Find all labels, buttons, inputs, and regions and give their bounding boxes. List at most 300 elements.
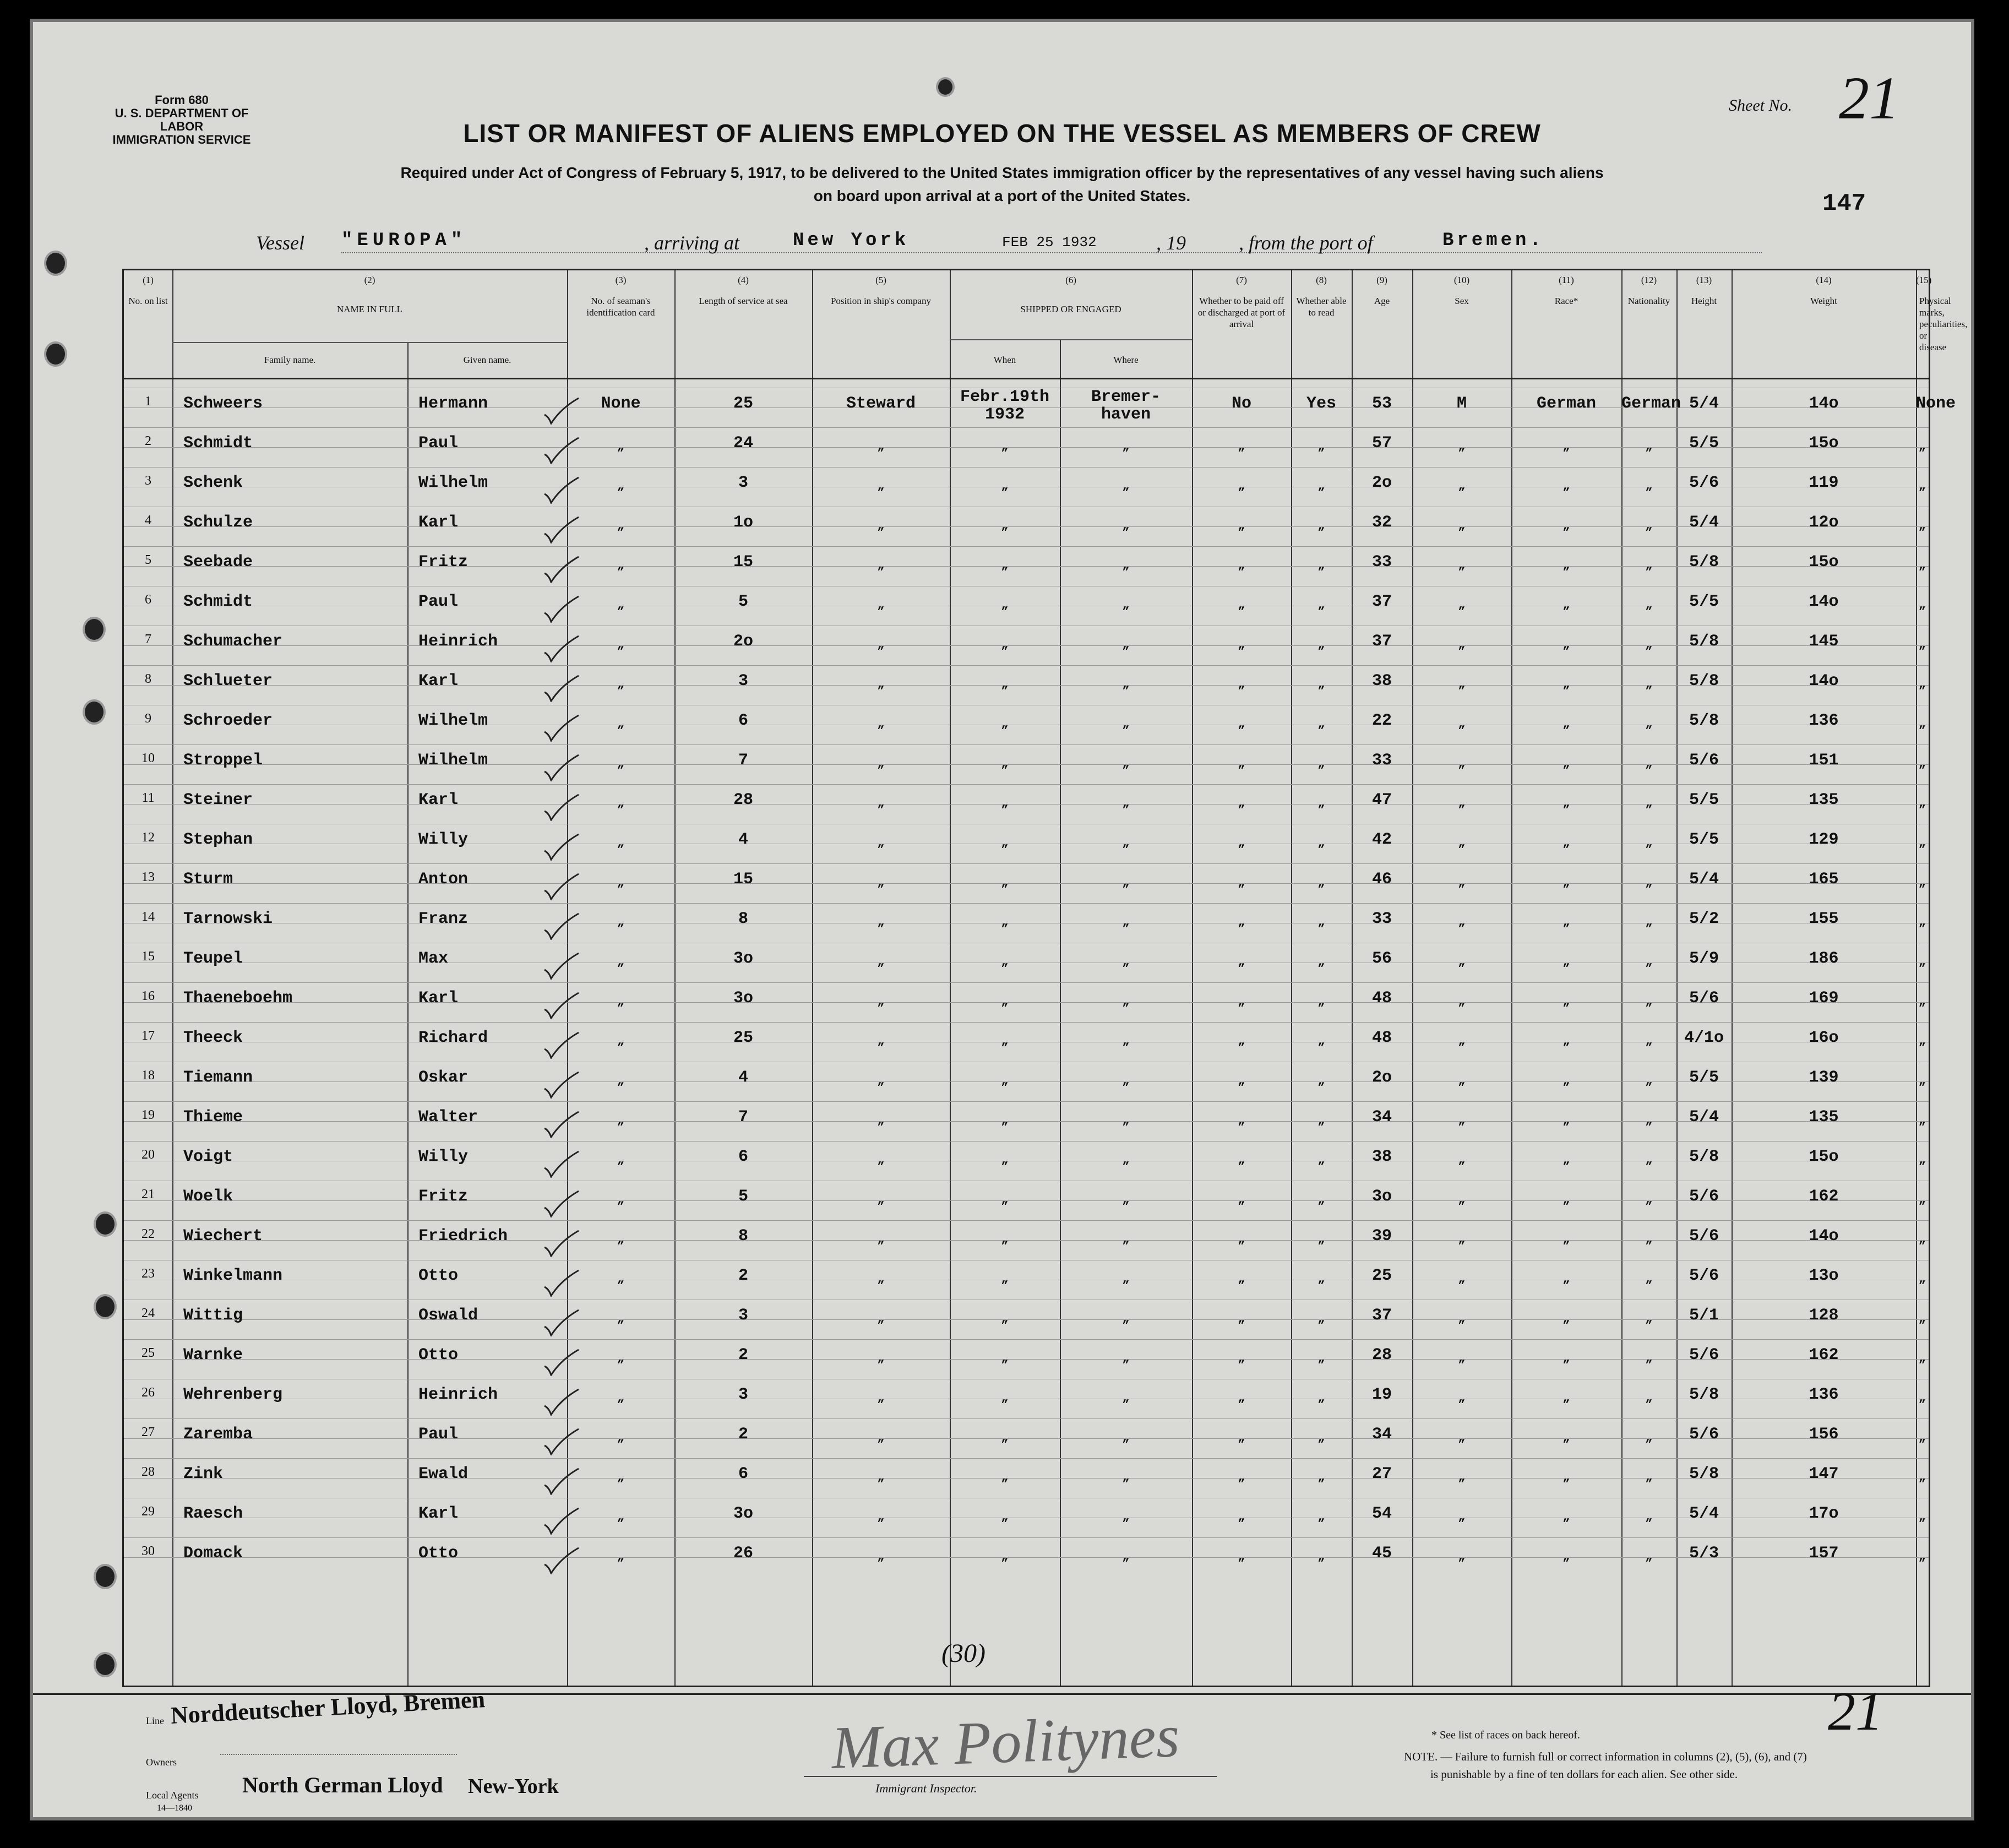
ditto-mark: „ — [1122, 479, 1130, 493]
height: 5/8 — [1689, 1465, 1719, 1483]
ditto-mark: „ — [1458, 1193, 1466, 1206]
age: 57 — [1371, 434, 1392, 453]
ditto-mark: „ — [877, 836, 885, 850]
binder-hole — [83, 617, 106, 642]
table-row — [124, 434, 1929, 474]
length-of-service: 6 — [738, 1148, 748, 1166]
ditto-mark: „ — [877, 479, 885, 493]
ditto-mark: „ — [1645, 1272, 1653, 1286]
ditto-mark: „ — [1238, 558, 1245, 572]
age: 48 — [1371, 989, 1392, 1008]
nationality: German — [1621, 394, 1681, 413]
column-number: (4) — [738, 275, 749, 285]
ditto-mark: „ — [1001, 796, 1009, 810]
ditto-mark: „ — [1001, 1431, 1009, 1444]
penalty-note-2: is punishable by a fine of ten dollars for each alien. See other side. — [1430, 1768, 1738, 1781]
ditto-mark: „ — [1918, 1272, 1926, 1286]
ditto-mark: „ — [1562, 876, 1570, 889]
height: 5/1 — [1689, 1306, 1719, 1325]
ditto-mark: „ — [1122, 677, 1130, 691]
ditto-mark: „ — [1918, 796, 1926, 810]
ditto-mark: „ — [1122, 1351, 1130, 1365]
ditto-mark: „ — [1562, 1312, 1570, 1325]
ditto-mark: „ — [1317, 638, 1325, 651]
ditto-mark: „ — [1918, 876, 1926, 889]
ditto-mark: „ — [1001, 994, 1009, 1008]
ditto-mark: „ — [1317, 915, 1325, 929]
given-name: Heinrich — [418, 1385, 498, 1404]
age: 53 — [1371, 394, 1392, 413]
subheader-rule — [950, 339, 1192, 340]
ditto-mark: „ — [1562, 796, 1570, 810]
ditto-mark: „ — [877, 1550, 885, 1563]
ditto-mark: „ — [1645, 1153, 1653, 1167]
ditto-mark: „ — [1122, 717, 1130, 731]
sheet-label: Sheet No. — [1729, 96, 1792, 115]
ditto-mark: „ — [1238, 1510, 1245, 1524]
weight: 15o — [1809, 553, 1839, 572]
ditto-mark: „ — [1001, 479, 1009, 493]
ditto-mark: „ — [617, 677, 625, 691]
given-name: Otto — [418, 1544, 459, 1563]
ditto-mark: „ — [1918, 439, 1926, 453]
column-number: (6) — [1065, 275, 1076, 285]
ditto-mark: „ — [617, 1034, 625, 1048]
vessel-name: "EUROPA" — [341, 230, 467, 251]
height: 5/8 — [1689, 672, 1719, 691]
ditto-mark: „ — [1238, 836, 1245, 850]
length-of-service: 8 — [738, 1227, 748, 1246]
table-row — [124, 593, 1929, 632]
height: 5/6 — [1689, 1425, 1719, 1444]
ditto-mark: „ — [1562, 1074, 1570, 1088]
ditto-mark: „ — [1317, 1193, 1325, 1206]
column-number: (7) — [1236, 275, 1247, 285]
family-name: Schmidt — [183, 593, 253, 611]
table-row — [124, 1267, 1929, 1306]
ditto-mark: „ — [877, 1312, 885, 1325]
ditto-mark: „ — [1918, 717, 1926, 731]
row-number: 29 — [141, 1504, 155, 1519]
ditto-mark: „ — [1918, 598, 1926, 612]
column-header: Race* — [1554, 296, 1578, 306]
ditto-mark: „ — [877, 1153, 885, 1167]
binder-hole — [94, 1564, 117, 1589]
sheet-number-handwritten: 21 — [1828, 1681, 1883, 1742]
age: 54 — [1371, 1504, 1392, 1523]
ditto-mark: „ — [1562, 757, 1570, 770]
table-row — [124, 513, 1929, 553]
weight: 147 — [1809, 1465, 1839, 1483]
ditto-mark: „ — [617, 717, 625, 731]
ditto-mark: „ — [1122, 1312, 1130, 1325]
column-number: (11) — [1559, 275, 1574, 285]
ditto-mark: „ — [617, 1431, 625, 1444]
form-subtitle-1: Required under Act of Congress of February 5, 1917, to be delivered to the United States immigration officer by the representatives of any vessel having such aliens — [400, 164, 1604, 181]
ditto-mark: „ — [1458, 876, 1466, 889]
column-header: Whether to be paid off or discharged at port of arrival — [1197, 296, 1286, 329]
age: 45 — [1371, 1544, 1392, 1563]
column-header: SHIPPED OR ENGAGED — [1020, 304, 1121, 314]
given-name: Oswald — [418, 1306, 478, 1325]
ditto-mark: „ — [1562, 836, 1570, 850]
binder-hole — [936, 77, 955, 97]
ditto-mark: „ — [1562, 677, 1570, 691]
table-row — [124, 1227, 1929, 1267]
length-of-service: 6 — [738, 1465, 748, 1483]
ditto-mark: „ — [1458, 915, 1466, 929]
given-name: Paul — [418, 1425, 459, 1444]
row-number: 26 — [141, 1385, 155, 1400]
ditto-mark: „ — [1458, 558, 1466, 572]
sex: M — [1456, 394, 1467, 413]
ditto-mark: „ — [1562, 1431, 1570, 1444]
binder-hole — [83, 699, 106, 725]
ditto-mark: „ — [1562, 1113, 1570, 1127]
agents-city: New-York — [468, 1775, 559, 1798]
ditto-mark: „ — [1122, 836, 1130, 850]
table-row — [124, 1306, 1929, 1346]
weight: 186 — [1809, 949, 1839, 968]
arrival-port: New York — [793, 230, 910, 251]
ditto-mark: „ — [1001, 876, 1009, 889]
weight: 155 — [1809, 910, 1839, 928]
weight: 169 — [1809, 989, 1839, 1008]
ditto-mark: „ — [1001, 677, 1009, 691]
ditto-mark: „ — [1645, 1034, 1653, 1048]
ditto-mark: „ — [1001, 1113, 1009, 1127]
ditto-mark: „ — [1001, 915, 1009, 929]
ditto-mark: „ — [1317, 1272, 1325, 1286]
family-name: Zaremba — [183, 1425, 253, 1444]
ditto-mark: „ — [617, 638, 625, 651]
ditto-mark: „ — [1458, 598, 1466, 612]
ditto-mark: „ — [877, 994, 885, 1008]
agents-stamp: North German Lloyd — [242, 1773, 443, 1797]
row-number: 17 — [141, 1029, 155, 1043]
department-name: U. S. DEPARTMENT OF LABOR — [115, 106, 249, 133]
length-of-service: 15 — [733, 553, 753, 572]
table-row — [124, 1148, 1929, 1187]
table-row — [124, 989, 1929, 1029]
length-of-service: 7 — [738, 751, 748, 770]
ditto-mark: „ — [1458, 1074, 1466, 1088]
row-number: 3 — [145, 474, 151, 488]
given-name: Willy — [418, 1148, 469, 1166]
weight: 135 — [1809, 791, 1839, 809]
ditto-mark: „ — [1562, 1470, 1570, 1484]
age: 56 — [1371, 949, 1392, 968]
ditto-mark: „ — [1317, 1034, 1325, 1048]
crew-table — [122, 269, 1968, 1687]
ditto-mark: „ — [1562, 1034, 1570, 1048]
length-of-service: 3o — [733, 1504, 753, 1523]
row-number: 24 — [141, 1306, 155, 1320]
ditto-mark: „ — [1918, 1510, 1926, 1524]
age: 48 — [1371, 1029, 1392, 1047]
ditto-mark: „ — [877, 876, 885, 889]
family-name: Wiechert — [183, 1227, 263, 1246]
ditto-mark: „ — [877, 717, 885, 731]
height: 5/8 — [1689, 632, 1719, 651]
ditto-mark: „ — [617, 1550, 625, 1563]
age: 2o — [1371, 1068, 1392, 1087]
ditto-mark: „ — [1001, 717, 1009, 731]
ditto-mark: „ — [1458, 1232, 1466, 1246]
weight: 151 — [1809, 751, 1839, 770]
ditto-mark: „ — [1238, 994, 1245, 1008]
table-row — [124, 474, 1929, 513]
family-name: Stephan — [183, 830, 253, 849]
ditto-mark: „ — [1458, 638, 1466, 651]
ditto-mark: „ — [1562, 1351, 1570, 1365]
ditto-mark: „ — [1238, 757, 1245, 770]
ditto-mark: „ — [1238, 1391, 1245, 1405]
age: 34 — [1371, 1108, 1392, 1127]
height: 4/1o — [1684, 1029, 1724, 1047]
ditto-mark: „ — [1562, 717, 1570, 731]
ditto-mark: „ — [1458, 717, 1466, 731]
ditto-mark: „ — [617, 955, 625, 969]
ditto-mark: „ — [1001, 1193, 1009, 1206]
ditto-mark: „ — [1238, 1153, 1245, 1167]
ditto-mark: „ — [1238, 1351, 1245, 1365]
height: 5/8 — [1689, 553, 1719, 572]
age: 32 — [1371, 513, 1392, 532]
height: 5/4 — [1689, 870, 1719, 889]
ditto-mark: „ — [877, 558, 885, 572]
family-name: Schroeder — [183, 711, 273, 730]
given-name: Karl — [418, 513, 459, 532]
ditto-mark: „ — [1645, 519, 1653, 532]
ship-position: Steward — [846, 394, 916, 413]
age: 39 — [1371, 1227, 1392, 1246]
ditto-mark: „ — [617, 1193, 625, 1206]
binder-hole — [94, 1652, 117, 1677]
ditto-mark: „ — [1122, 1193, 1130, 1206]
family-name: Wehrenberg — [183, 1385, 283, 1404]
row-number: 18 — [141, 1068, 155, 1083]
height: 5/2 — [1689, 910, 1719, 928]
age: 33 — [1371, 751, 1392, 770]
ditto-mark: „ — [1238, 479, 1245, 493]
engaged-when-year: 1932 — [984, 405, 1025, 424]
weight: 136 — [1809, 1385, 1839, 1404]
able-to-read: Yes — [1306, 394, 1336, 413]
ditto-mark: „ — [877, 677, 885, 691]
age: 2o — [1371, 474, 1392, 492]
ditto-mark: „ — [1918, 1550, 1926, 1563]
row-number: 23 — [141, 1267, 155, 1281]
age: 37 — [1371, 632, 1392, 651]
ditto-mark: „ — [1317, 955, 1325, 969]
ditto-mark: „ — [1645, 677, 1653, 691]
ditto-mark: „ — [877, 439, 885, 453]
ditto-mark: „ — [1238, 1034, 1245, 1048]
ditto-mark: „ — [1918, 677, 1926, 691]
ditto-mark: „ — [1918, 836, 1926, 850]
owners-label: Owners — [146, 1757, 177, 1768]
ditto-mark: „ — [877, 757, 885, 770]
ditto-mark: „ — [1317, 1351, 1325, 1365]
height: 5/5 — [1689, 1068, 1719, 1087]
age: 27 — [1371, 1465, 1392, 1483]
ditto-mark: „ — [617, 876, 625, 889]
total-count: (30) — [941, 1639, 986, 1668]
ditto-mark: „ — [1238, 1193, 1245, 1206]
family-name: Domack — [183, 1544, 243, 1563]
length-of-service: 2o — [733, 632, 753, 651]
ditto-mark: „ — [1317, 1113, 1325, 1127]
given-name: Anton — [418, 870, 469, 889]
family-name: Teupel — [183, 949, 243, 968]
row-number: 25 — [141, 1346, 155, 1360]
ditto-mark: „ — [1001, 836, 1009, 850]
given-name: Oskar — [418, 1068, 469, 1087]
ditto-mark: „ — [1238, 1312, 1245, 1325]
weight: 157 — [1809, 1544, 1839, 1563]
vessel-label: Vessel — [256, 232, 304, 254]
height: 5/9 — [1689, 949, 1719, 968]
height: 5/5 — [1689, 593, 1719, 611]
sheet-number: 21 — [1839, 64, 1899, 132]
column-header: Position in ship's company — [830, 296, 932, 306]
ditto-mark: „ — [1001, 558, 1009, 572]
given-name: Friedrich — [418, 1227, 508, 1246]
ditto-mark: „ — [1001, 955, 1009, 969]
row-number: 6 — [145, 593, 151, 607]
given-name: Wilhelm — [418, 474, 488, 492]
length-of-service: 2 — [738, 1346, 748, 1365]
ditto-mark: „ — [877, 796, 885, 810]
ditto-mark: „ — [1001, 1232, 1009, 1246]
ditto-mark: „ — [1238, 876, 1245, 889]
row-number: 28 — [141, 1465, 155, 1479]
height: 5/6 — [1689, 474, 1719, 492]
ditto-mark: „ — [1317, 796, 1325, 810]
family-name: Schulze — [183, 513, 253, 532]
line-stamp: Norddeutscher Lloyd, Bremen — [170, 1686, 486, 1729]
table-row — [124, 1068, 1929, 1108]
subcolumn-header-when: When — [993, 355, 1016, 365]
ditto-mark: „ — [1122, 519, 1130, 532]
ditto-mark: „ — [1645, 836, 1653, 850]
ditto-mark: „ — [1645, 479, 1653, 493]
ditto-mark: „ — [1122, 955, 1130, 969]
ditto-mark: „ — [1458, 994, 1466, 1008]
ditto-mark: „ — [1645, 638, 1653, 651]
subcolumn-header-given: Given name. — [463, 355, 511, 365]
row-number: 8 — [145, 672, 151, 686]
height: 5/4 — [1689, 1108, 1719, 1127]
length-of-service: 2 — [738, 1425, 748, 1444]
column-number: (14) — [1816, 275, 1832, 285]
given-name: Wilhelm — [418, 751, 488, 770]
column-header: Weight — [1810, 296, 1837, 306]
ditto-mark: „ — [1122, 757, 1130, 770]
ditto-mark: „ — [1122, 1510, 1130, 1524]
column-header: Height — [1691, 296, 1717, 306]
given-name: Richard — [418, 1029, 488, 1047]
ditto-mark: „ — [1122, 558, 1130, 572]
family-name: Sturm — [183, 870, 233, 889]
row-number: 27 — [141, 1425, 155, 1439]
ditto-mark: „ — [1918, 1074, 1926, 1088]
height: 5/4 — [1689, 394, 1719, 413]
ditto-mark: „ — [1645, 717, 1653, 731]
given-name: Willy — [418, 830, 469, 849]
row-number: 5 — [145, 553, 151, 567]
subcolumn-header-where: Where — [1113, 355, 1139, 365]
ditto-mark: „ — [1918, 479, 1926, 493]
age: 38 — [1371, 1148, 1392, 1166]
length-of-service: 2 — [738, 1267, 748, 1285]
length-of-service: 5 — [738, 1187, 748, 1206]
arrival-date-stamp: FEB 25 1932 — [1002, 234, 1097, 251]
ditto-mark: „ — [877, 519, 885, 532]
weight: 162 — [1809, 1346, 1839, 1365]
table-row — [124, 830, 1929, 870]
ditto-mark: „ — [1645, 439, 1653, 453]
ditto-mark: „ — [1122, 1391, 1130, 1405]
manifest-sheet — [33, 22, 1971, 1817]
form-number: Form 680 — [155, 93, 209, 107]
column-header: No. on list — [128, 296, 168, 306]
voyage-underline — [341, 252, 1762, 253]
ditto-mark: „ — [1645, 1550, 1653, 1563]
ditto-mark: „ — [1562, 519, 1570, 532]
column-number: (1) — [143, 275, 154, 285]
page-number: 147 — [1822, 190, 1866, 218]
age: 33 — [1371, 553, 1392, 572]
ditto-mark: „ — [617, 994, 625, 1008]
ditto-mark: „ — [877, 1113, 885, 1127]
ditto-mark: „ — [877, 1510, 885, 1524]
length-of-service: 3 — [738, 1385, 748, 1404]
row-number: 14 — [141, 910, 155, 924]
ditto-mark: „ — [1918, 1113, 1926, 1127]
ditto-mark: „ — [1645, 955, 1653, 969]
row-number: 19 — [141, 1108, 155, 1122]
year-label: , 19 — [1156, 232, 1186, 254]
penalty-note-1: NOTE. — Failure to furnish full or correct information in columns (2), (5), (6), and (7) — [1404, 1750, 1807, 1763]
column-header: Whether able to read — [1296, 296, 1347, 318]
ditto-mark: „ — [1001, 1153, 1009, 1167]
given-name: Karl — [418, 1504, 459, 1523]
column-header: Length of service at sea — [699, 296, 788, 306]
ditto-mark: „ — [617, 1074, 625, 1088]
age: 34 — [1371, 1425, 1392, 1444]
ditto-mark: „ — [1238, 677, 1245, 691]
table-row — [124, 1544, 1929, 1584]
ditto-mark: „ — [1001, 757, 1009, 770]
weight: 135 — [1809, 1108, 1839, 1127]
table-row — [124, 751, 1929, 791]
ditto-mark: „ — [1122, 598, 1130, 612]
ditto-mark: „ — [1918, 955, 1926, 969]
ditto-mark: „ — [1562, 1193, 1570, 1206]
row-number: 13 — [141, 870, 155, 884]
ditto-mark: „ — [1458, 757, 1466, 770]
ditto-mark: „ — [1918, 1232, 1926, 1246]
family-name: Seebade — [183, 553, 253, 572]
ditto-mark: „ — [1458, 1391, 1466, 1405]
owners-line — [220, 1754, 457, 1755]
column-header: NAME IN FULL — [337, 304, 402, 314]
column-header: Nationality — [1627, 296, 1670, 306]
length-of-service: 25 — [733, 1029, 753, 1047]
row-number: 16 — [141, 989, 155, 1003]
